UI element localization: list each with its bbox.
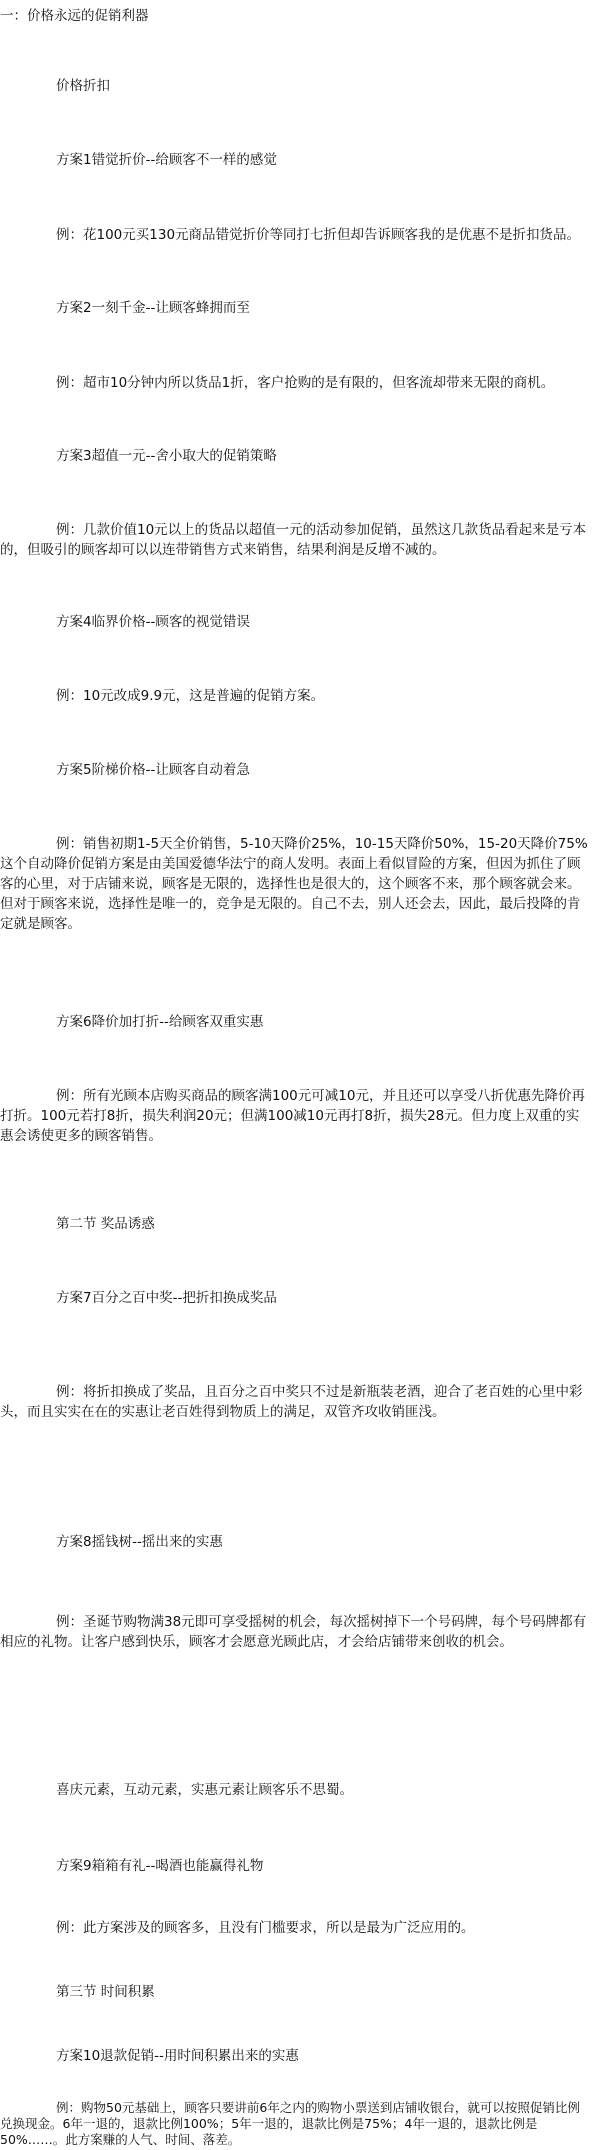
- scheme-3-heading: 方案3超值一元--舍小取大的促销策略: [56, 448, 277, 464]
- scheme-9-heading: 方案9箱箱有礼--喝酒也能赢得礼物: [56, 1858, 264, 1874]
- scheme-2-example: 例：超市10分钟内所以货品1折，客户抢购的是有限的，但客流却带来无限的商机。: [56, 375, 555, 391]
- scheme-4-example: 例：10元改成9.9元，这是普遍的促销方案。: [56, 688, 325, 704]
- scheme-9-example: 例：此方案涉及的顾客多，且没有门槛要求，所以是最为广泛应用的。: [56, 1920, 475, 1936]
- scheme-4-heading: 方案4临界价格--顾客的视觉错误: [56, 614, 250, 630]
- scheme-7-example: 例：将折扣换成了奖品，且百分之百中奖只不过是新瓶装老酒，迎合了老百姓的心里中彩头，而且实实在在的实惠让老百姓得到物质上的满足，双管齐攻收销匪浅。: [0, 1384, 583, 1420]
- scheme-8-heading: 方案8摇钱树--摇出来的实惠: [56, 1534, 223, 1550]
- section-3-heading: 第三节 时间积累: [56, 1984, 155, 2000]
- scheme-2-heading: 方案2一刻千金--让顾客蜂拥而至: [56, 300, 250, 316]
- scheme-8-example: 例：圣诞节购物满38元即可享受摇树的机会，每次摇树掉下一个号码牌，每个号码牌都有相应的礼物。让客户感到快乐，顾客才会愿意光顾此店，才会给店铺带来创收的机会。: [0, 1614, 587, 1650]
- scheme-5-example: 例：销售初期1-5天全价销售，5-10天降价25%，10-15天降价50%，15-20天降价75%这个自动降价促销方案是由美国爱德华法宁的商人发明。表面上看似冒险的方案，但因为抓住了顾客的心里，对于店铺来说，顾客是无限的，选择性也是很大的，这个顾客不来，那个顾客就会来。但对于顾客来说，选择性是唯一的，竞争是无限的。自己不去，别人还会去，因此，最后投降的肯定就是顾客。: [0, 836, 588, 932]
- scheme-10-example: 例：购物50元基础上，顾客只要讲前6年之内的购物小票送到店铺收银台，就可以按照促销比例兑换现金。6年一退的，退款比例100%；5年一退的，退款比例是75%；4年一退的，退款比例是50%……。此方案赚的人气、时间、落差。: [0, 2100, 580, 2147]
- scheme-5-heading: 方案5阶梯价格--让顾客自动着急: [56, 762, 250, 778]
- section-2-heading: 第二节 奖品诱惑: [56, 1216, 155, 1232]
- scheme-1-example: 例：花100元买130元商品错觉折价等同打七折但却告诉顾客我的是优惠不是折扣货品。: [56, 227, 581, 243]
- scheme-1-heading: 方案1错觉折价--给顾客不一样的感觉: [56, 152, 277, 168]
- scheme-3-example: 例：几款价值10元以上的货品以超值一元的活动参加促销，虽然这几款货品看起来是亏本的，但吸引的顾客却可以以连带销售方式来销售，结果利润是反增不减的。: [0, 522, 587, 558]
- scheme-10-heading: 方案10退款促销--用时间积累出来的实惠: [56, 2048, 299, 2064]
- section-title: 一：价格永远的促销利器: [0, 8, 149, 24]
- heading-price-discount: 价格折扣: [56, 78, 110, 94]
- scheme-6-heading: 方案6降价加打折--给顾客双重实惠: [56, 1014, 264, 1030]
- scheme-7-heading: 方案7百分之百中奖--把折扣换成奖品: [56, 1290, 277, 1306]
- scheme-6-example: 例：所有光顾本店购买商品的顾客满100元可减10元，并且还可以享受八折优惠先降价再打折。100元若打8折，损失利润20元；但满100减10元再打8折，损失28元。但力度上双重的实惠会诱使更多的顾客销售。: [0, 1088, 585, 1144]
- festive-note: 喜庆元素，互动元素，实惠元素让顾客乐不思蜀。: [56, 1782, 353, 1798]
